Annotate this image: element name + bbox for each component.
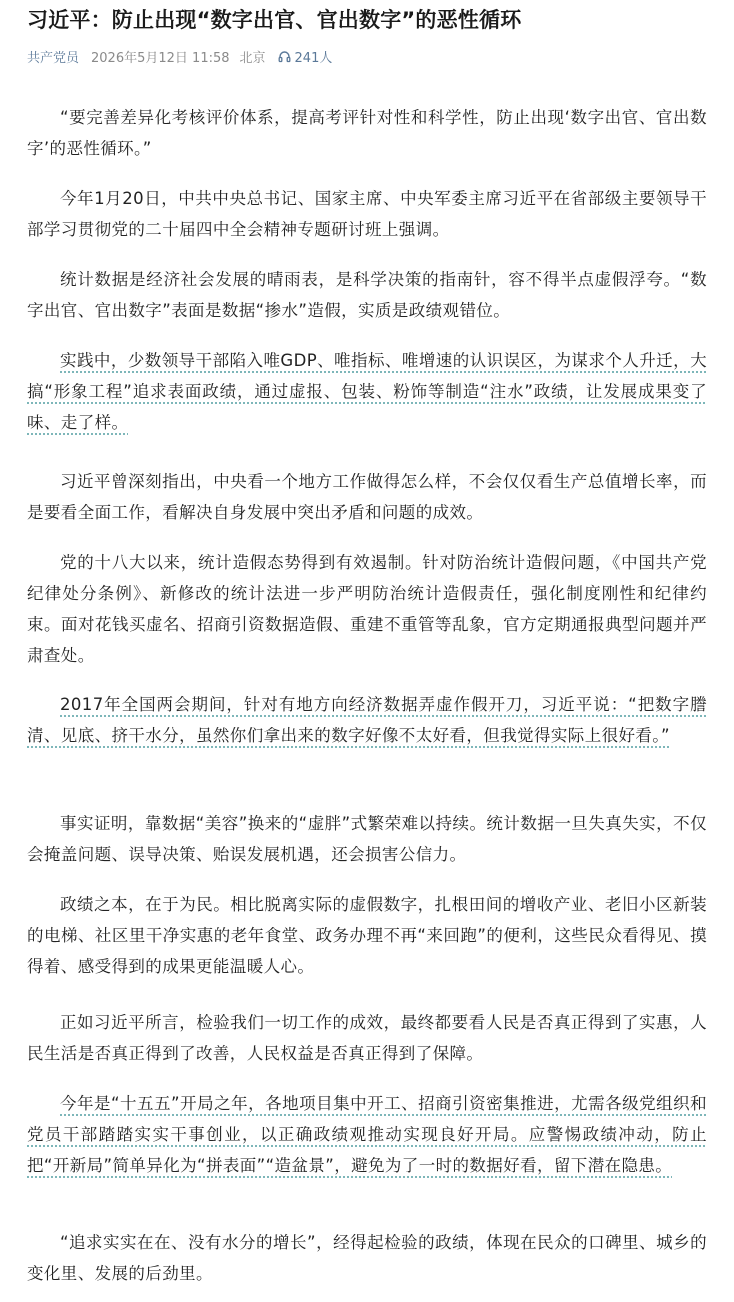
article-paragraph [27,889,707,982]
paragraph-text: 实践中，少数领导干部陷入唯GDP、唯指标、唯增速的认识误区，为谋求个人升迁，大搞“形象工程”追求表面政绩，通过虚报、包装、粉饰等制造“注水”政绩，让发展成果变了味、走了样。 [27,351,707,432]
paragraph-text: 统计数据是经济社会发展的晴雨表，是科学决策的指南针，容不得半点虚假浮夸。“数字出官、官出数字”表面是数据“掺水”造假，实质是政绩观错位。 [27,270,707,320]
article-meta [27,45,704,67]
article-location: 北京 [239,50,266,66]
paragraph-text: 习近平曾深刻指出，中央看一个地方工作做得怎么样，不会仅仅看生产总值增长率，而是要看全面工作，看解决自身发展中突出矛盾和问题的成效。 [27,472,707,522]
article-paragraph [27,547,707,671]
view-count-value: 241人 [294,50,333,66]
article-paragraph [27,345,707,438]
article-paragraph [27,1007,707,1069]
paragraph-text: 事实证明，靠数据“美容”换来的“虚胖”式繁荣难以持续。统计数据一旦失真失实，不仅会掩盖问题、误导决策、贻误发展机遇，还会损害公信力。 [27,814,707,864]
paragraph-text: 今年1月20日，中共中央总书记、国家主席、中央军委主席习近平在省部级主要领导干部学习贯彻党的二十届四中全会精神专题研讨班上强调。 [27,189,707,239]
article-title: 习近平：防止出现“数字出官、官出数字”的恶性循环 [27,8,522,32]
paragraph-text: 今年是“十五五”开局之年，各地项目集中开工、招商引资密集推进，尤需各级党组织和党员干部踏踏实实干事创业，以正确政绩观推动实现良好开局。应警惕政绩冲动，防止把“开新局”简单异化为“拼表面”“造盆景”，避免为了一时的数据好看，留下潜在隐患。 [27,1094,707,1175]
article-source-link[interactable]: 共产党员 [27,50,80,66]
article-paragraph [27,264,707,326]
view-count [278,47,333,66]
article-paragraph [27,102,707,164]
paragraph-text: 2017年全国两会期间，针对有地方向经济数据弄虚作假开刀，习近平说：“把数字謄清、见底、挤干水分，虽然你们拿出来的数字好像不太好看，但我觉得实际上很好看。” [27,695,707,745]
paragraph-text: 政绩之本，在于为民。相比脱离实际的虚假数字，扎根田间的增收产业、老旧小区新装的电梯、社区里干净实惠的老年食堂、政务办理不再“来回跑”的便利，这些民众看得见、摸得着、感受得到的成果更能温暖人心。 [27,895,707,976]
paragraph-text: 正如习近平所言，检验我们一切工作的成效，最终都要看人民是否真正得到了实惠，人民生活是否真正得到了改善，人民权益是否真正得到了保障。 [27,1013,707,1063]
article-paragraph [27,808,707,870]
paragraph-text: 党的十八大以来，统计造假态势得到有效遏制。针对防治统计造假问题，《中国共产党纪律处分条例》、新修改的统计法进一步严明防治统计造假责任，强化制度刚性和纪律约束。面对花钱买虚名、招商引资数据造假、重建不重管等乱象，官方定期通报典型问题并严肃查处。 [27,553,707,665]
paragraph-text: “追求实实在在、没有水分的增长”，经得起检验的政绩，体现在民众的口碑里、城乡的变化里、发展的后劲里。 [27,1233,707,1283]
article-paragraph [27,466,707,528]
headphones-icon [278,50,291,63]
paragraph-text: “要完善差异化考核评价体系，提高考评针对性和科学性，防止出现‘数字出官、官出数字’的恶性循环。” [27,108,707,158]
article-paragraph [27,689,707,751]
article-paragraph [27,1227,707,1289]
article-paragraph [27,183,707,245]
article-datetime: 2026年5月12日 11:58 [91,50,230,66]
article-paragraph [27,1088,707,1181]
